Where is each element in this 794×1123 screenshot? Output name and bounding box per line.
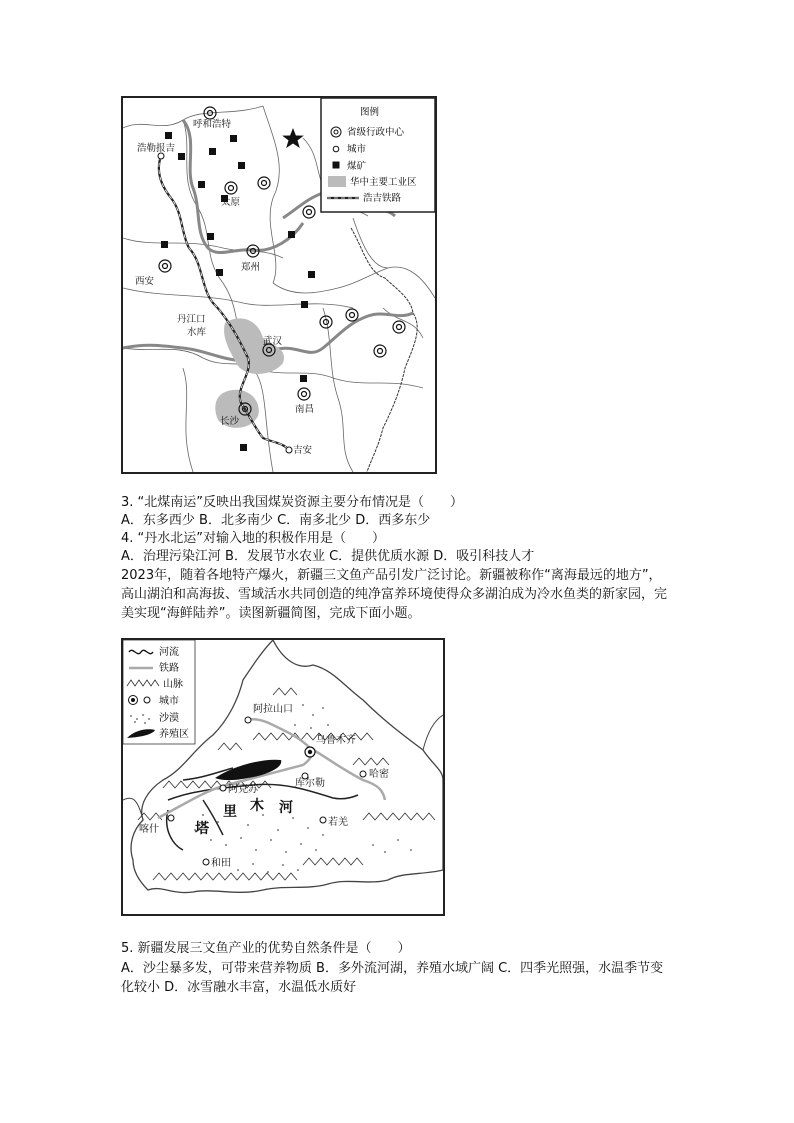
capital-icon [258, 177, 270, 189]
city-icon [320, 817, 326, 823]
capital-icon [225, 182, 237, 194]
capital-icon [346, 309, 358, 321]
legend-city: 城市 [159, 696, 179, 707]
coal-mine-icon [161, 241, 168, 248]
question-3: 3. “北煤南运”反映出我国煤炭资源主要分布情况是（ ） [121, 495, 464, 510]
coal-mine-icon [230, 135, 237, 142]
coal-mine-icon [288, 231, 295, 238]
legend-industrial-zone: 华中主要工业区 [350, 177, 417, 188]
legend-aquaculture: 养殖区 [159, 729, 189, 740]
capital-icon [393, 321, 405, 333]
label-changsha: 长沙 [220, 416, 240, 427]
coal-mine-icon [300, 375, 307, 382]
label-hotan: 和田 [211, 858, 231, 869]
coal-mine-icon [238, 162, 245, 169]
map1-legend [321, 98, 435, 212]
coal-mine-icon [240, 444, 247, 451]
capital-icon [159, 260, 171, 272]
legend-railway: 铁路 [159, 663, 179, 674]
question-3-options: A．东多西少 B．北多南少 C．南多北少 D．西多东少 [121, 513, 431, 528]
coal-mine-icon [165, 132, 172, 139]
railway-coal-map-svg [123, 98, 435, 472]
capital-urumqi-icon [305, 747, 315, 757]
label-jian: 吉安 [293, 445, 313, 456]
label-alashankou: 阿拉山口 [253, 704, 293, 715]
xinjiang-map [121, 638, 445, 916]
legend-title: 图例 [360, 107, 380, 118]
map2-legend [123, 640, 195, 744]
label-tarim-ta: 塔 [195, 821, 209, 837]
legend-provincial-center: 省级行政中心 [347, 127, 405, 138]
label-danjiangkou-reservoir: 水库 [187, 327, 207, 338]
label-huhehaote: 呼和浩特 [193, 119, 232, 130]
label-xian: 西安 [135, 276, 155, 287]
legend-city: 城市 [347, 144, 367, 155]
capital-icon [298, 388, 310, 400]
label-hami: 哈密 [369, 769, 389, 780]
coal-mine-icon [198, 181, 205, 188]
coal-mine-icon [301, 301, 308, 308]
legend-coal-mine: 煤矿 [347, 161, 367, 172]
label-kashgar: 喀什 [139, 824, 159, 835]
city-icon [286, 447, 292, 453]
coal-mine-icon [308, 271, 315, 278]
industrial-zones [215, 318, 284, 427]
passage-xinjiang-salmon: 2023年，随着各地特产爆火，新疆三文鱼产品引发广泛讨论。新疆被称作“离海最远的地方”，高山湖泊和高海拔、雪域活水共同创造的纯净富养环境使得众多湖泊成为冷水鱼类的新家园，完美实现“海鲜陆养”。读图新疆简图，完成下面小题。 [121, 568, 668, 621]
legend-mountain: 山脉 [163, 679, 183, 690]
question-4: 4. “丹水北运”对输入地的积极作用是（ ） [121, 531, 386, 546]
capital-icon [374, 345, 386, 357]
question-5: 5. 新疆发展三文鱼产业的优势自然条件是（ ） [121, 941, 411, 956]
label-nanchang: 南昌 [295, 404, 315, 415]
label-haolebaoji: 浩勒报吉 [137, 143, 176, 154]
xinjiang-map-svg [123, 640, 443, 914]
question-4-options: A．治理污染江河 B．发展节水农业 C．提供优质水源 D．吸引科技人才 [121, 549, 535, 564]
city-icon [203, 859, 209, 865]
city-icon [168, 815, 174, 821]
coastline [351, 228, 417, 472]
city-icon [360, 771, 366, 777]
question-5-options: A．沙尘暴多发，可带来营养物质 B．多外流河湖，养殖水域广阔 C．四季光照强，水温季节变化较小 D．冰雪融水丰富，水温低水质好 [121, 961, 664, 995]
legend-railway: 浩吉铁路 [363, 193, 402, 204]
legend-desert: 沙漠 [159, 713, 179, 724]
legend-river: 河流 [159, 647, 179, 658]
label-tarim-li: 里 [223, 804, 237, 820]
label-taiyuan: 太原 [221, 197, 241, 208]
label-zhengzhou: 郑州 [241, 262, 261, 273]
city-icon [245, 717, 251, 723]
label-tarim-mu: 木 [250, 798, 264, 814]
coal-mine-icon [207, 233, 214, 240]
coal-mine-icon [216, 269, 223, 276]
city-icon [220, 785, 226, 791]
label-urumqi: 乌鲁木齐 [316, 735, 356, 746]
label-danjiangkou: 丹江口 [177, 314, 206, 325]
label-aksu: 阿克苏 [228, 784, 258, 795]
capital-star-icon [282, 128, 304, 148]
label-ruoqiang: 若羌 [328, 817, 348, 828]
coal-mine-icon [178, 153, 185, 160]
capital-icon [303, 206, 315, 218]
label-tarim-he: 河 [279, 800, 293, 816]
label-wuhan: 武汉 [263, 336, 283, 347]
coal-mine-icon [209, 148, 216, 155]
railway-coal-map [121, 96, 437, 474]
label-korla: 库尔勒 [295, 778, 325, 789]
